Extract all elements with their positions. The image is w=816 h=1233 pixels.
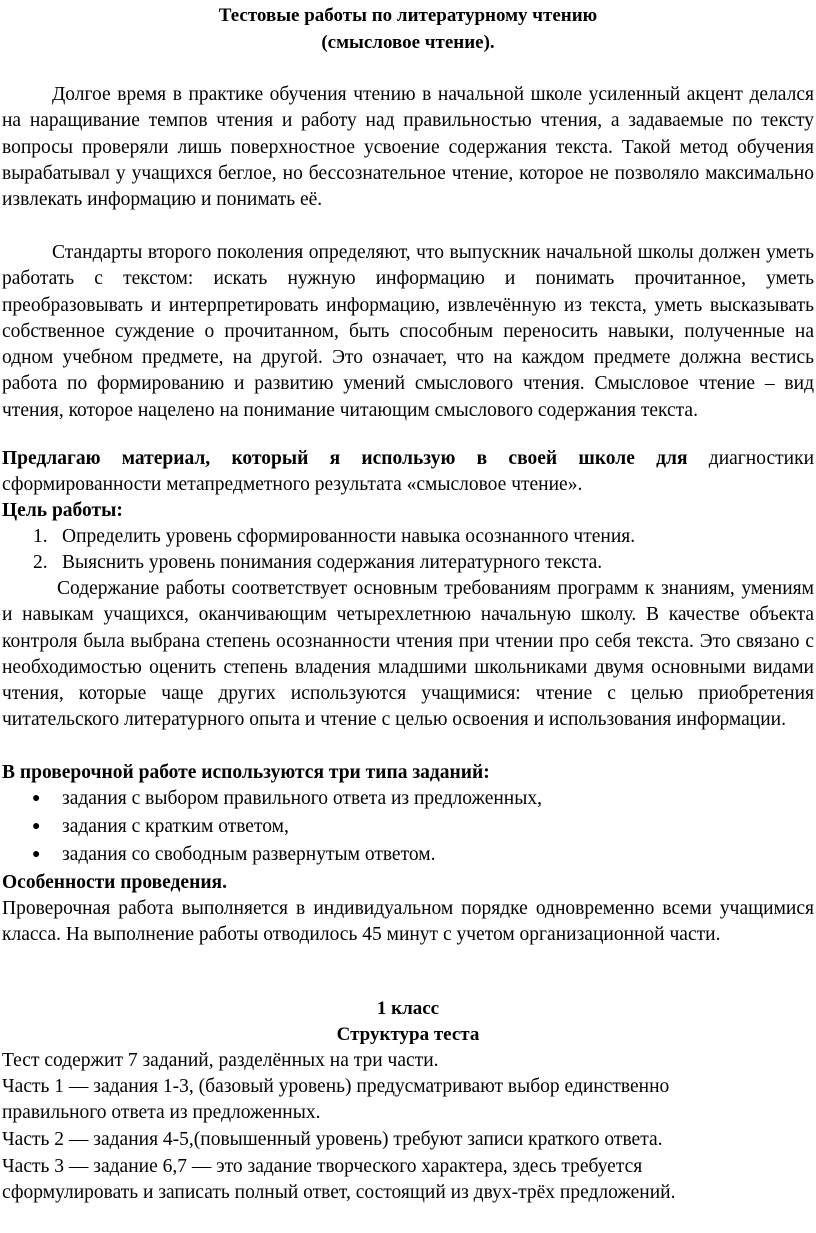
grade-title: 1 класс: [376, 998, 440, 1019]
intro-paragraph-2: Стандарты второго поколения определяют, что выпускник начальной школы должен уметь работать с текстом: искать нужную информацию и понимать прочитанное, уметь преобразовывать и интерпретировать информацию, извлечённую из текста, уметь высказывать собственное суждение о прочитанном, быть способным переносить навыки, полученные на одном учебном предмете, на другой. Это означает, что на каждом предмете должна вестись работа по формированию и развитию умений смыслового чтения. Смысловое чтение – вид чтения, которое нацелено на понимание читающим смыслового содержания текста.: [2, 242, 814, 421]
structure-line-3: правильного ответа из предложенных.: [2, 1102, 321, 1123]
task-type-item-1: [0, 786, 816, 812]
conduct-heading: Особенности проведения.: [2, 872, 227, 893]
intro-paragraph-3-rest: диагностики сформированности метапредметного результата «смысловое чтение».: [2, 448, 815, 496]
bullet-icon: ●: [32, 847, 41, 862]
document-title: Тестовые работы по литературному чтению: [218, 5, 598, 26]
goal-item-2: [0, 550, 816, 576]
intro-paragraph-3-bold: Предлагаю материал, который я использую в своей школе для: [2, 448, 688, 469]
conduct-paragraph: Проверочная работа выполняется в индивидуальном порядке одновременно всеми учащимися класса. На выполнение работы отводилось 45 минут с учетом организационной части.: [2, 898, 814, 946]
structure-line-5: Часть 3 — задание 6,7 — это задание творческого характера, здесь требуется: [2, 1156, 643, 1177]
structure-line-4: Часть 2 — задания 4-5,(повышенный уровень) требуют записи краткого ответа.: [2, 1129, 663, 1150]
task-type-text: задания с выбором правильного ответа из предложенных,: [62, 788, 542, 809]
intro-paragraph-1: Долгое время в практике обучения чтению в начальной школе усиленный акцент делался на наращивание темпов чтения и работу над правильностью чтения, а задаваемые по тексту вопросы проверяли лишь поверхностное усвоение содержания текста. Такой метод обучения вырабатывал у учащихся беглое, но бессознательное чтение, которое не позволяло максимально извлекать информацию и понимать её.: [2, 84, 814, 211]
task-types-heading: В проверочной работе используются три типа заданий:: [2, 762, 490, 783]
grade-subtitle: Структура теста: [336, 1024, 480, 1045]
content-paragraph: Содержание работы соответствует основным требованиям программ к знаниям, умениям и навыкам учащихся, оканчивающим четырехлетнюю начальную школу. В качестве объекта контроля была выбрана степень осознанности чтения при чтении про себя текста. Это связано с необходимостью оценить степень владения младшими школьниками двумя основными видами чтения, которые чаще других используются учащимися: чтение с целью приобретения читательского литературного опыта и чтение с целью освоения и использования информации.: [2, 578, 814, 731]
bullet-icon: ●: [32, 791, 41, 806]
structure-line-1: Тест содержит 7 заданий, разделённых на три части.: [2, 1050, 439, 1071]
goal-item-1: [0, 524, 816, 550]
structure-line-2: Часть 1 — задания 1-3, (базовый уровень) предусматривают выбор единственно: [2, 1076, 670, 1097]
goal-item-text: Выяснить уровень понимания содержания литературного текста.: [62, 552, 603, 573]
bullet-icon: ●: [32, 819, 41, 834]
goal-item-number: 1.: [33, 526, 48, 547]
task-type-text: задания с кратким ответом,: [62, 816, 289, 837]
task-type-text: задания со свободным развернутым ответом.: [62, 844, 436, 865]
goals-heading: Цель работы:: [2, 500, 123, 521]
task-type-item-3: [0, 842, 816, 868]
structure-line-6: сформулировать и записать полный ответ, состоящий из двух-трёх предложений.: [2, 1182, 676, 1203]
goal-item-text: Определить уровень сформированности навыка осознанного чтения.: [62, 526, 636, 547]
goal-item-number: 2.: [33, 552, 48, 573]
intro-paragraph-3: [2, 446, 814, 499]
document-subtitle: (смысловое чтение).: [321, 32, 495, 53]
task-type-item-2: [0, 814, 816, 840]
